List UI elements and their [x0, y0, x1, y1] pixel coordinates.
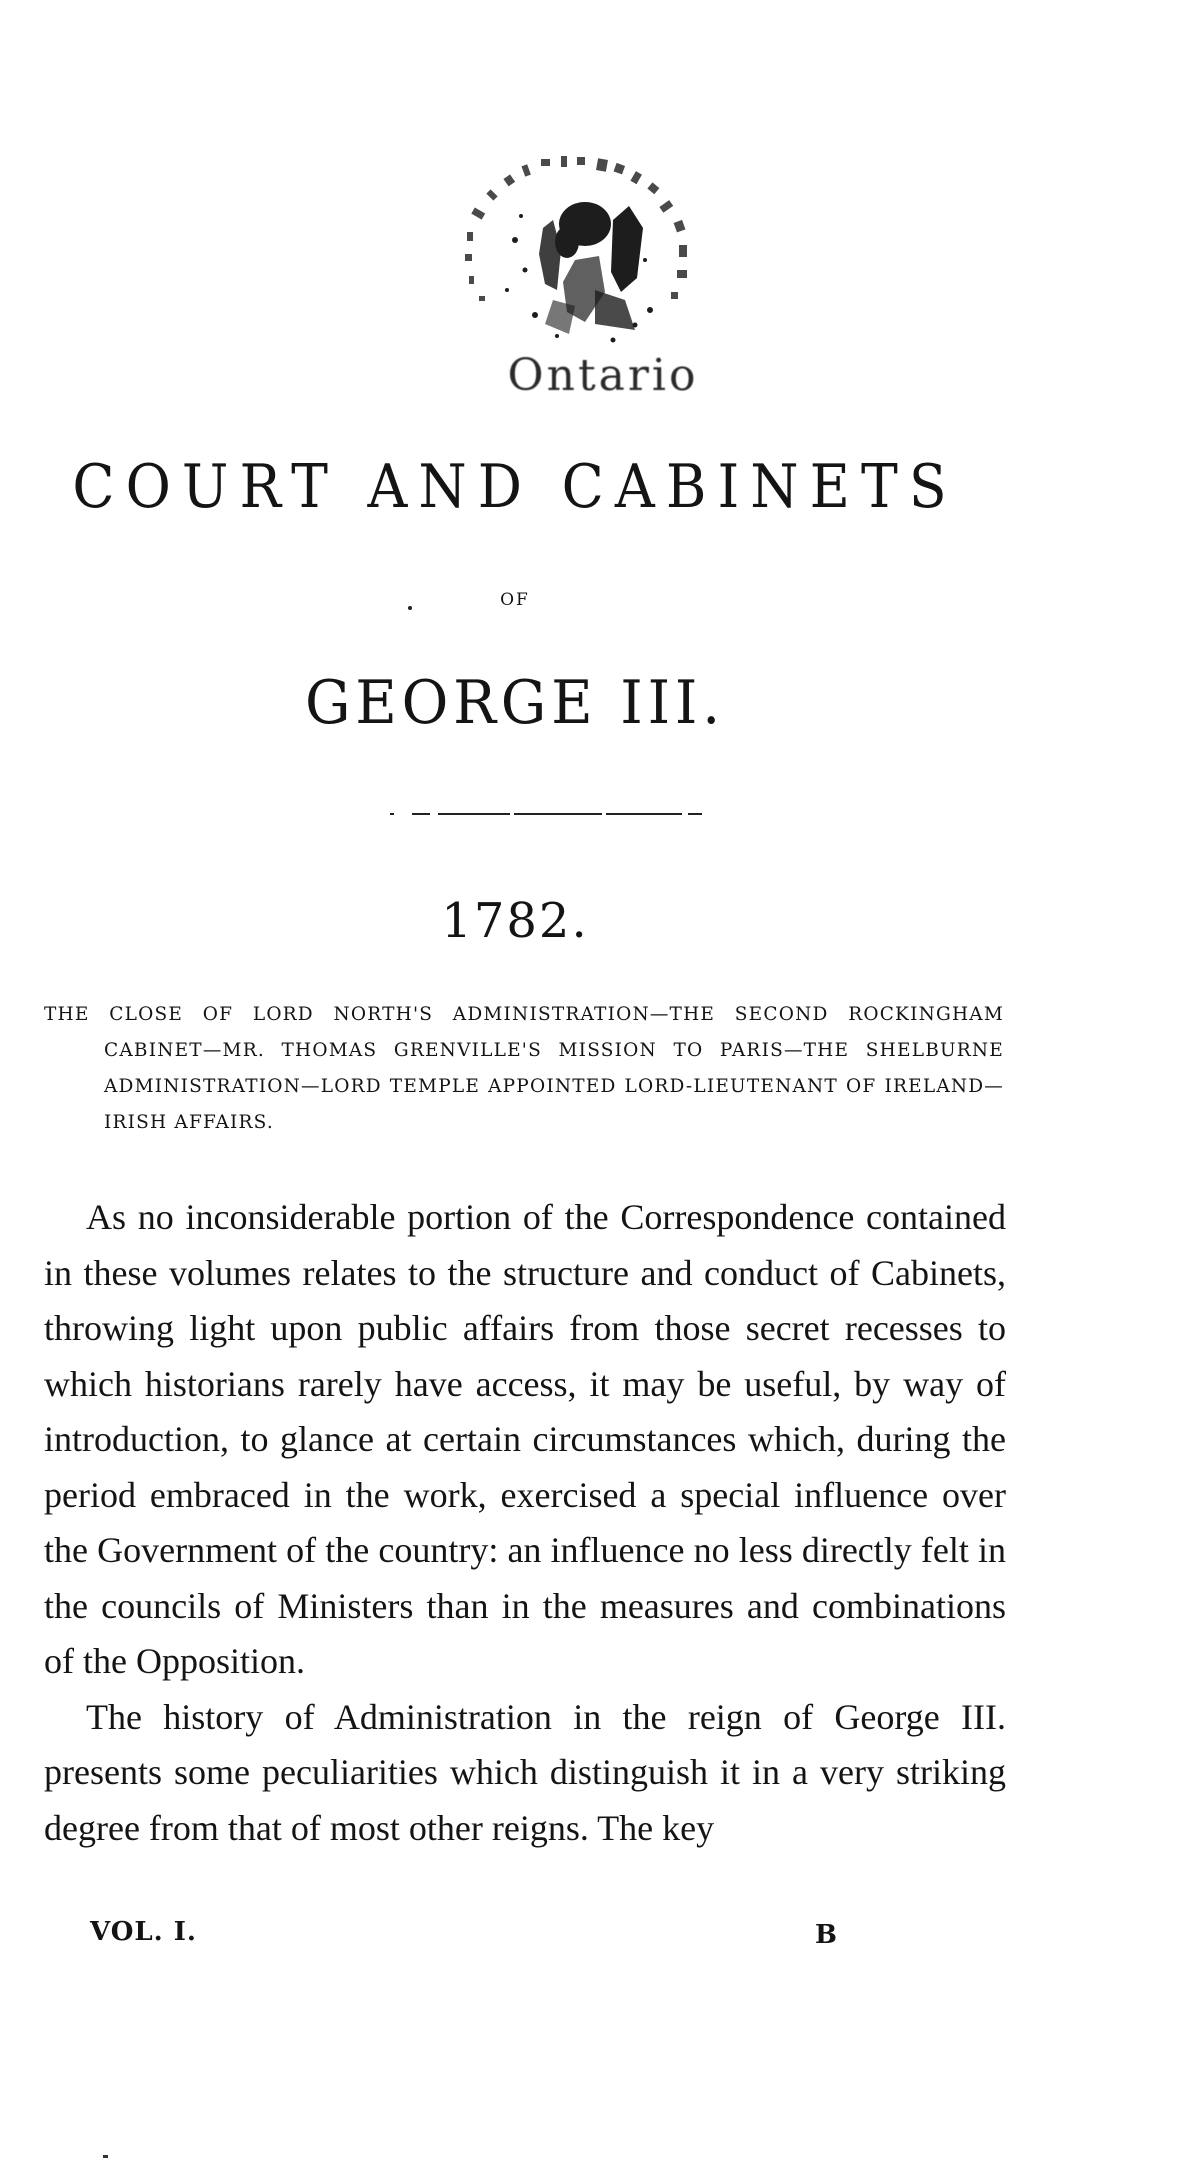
book-title: COURT AND CABINETS: [72, 452, 958, 522]
stamp-text: Ontario: [507, 350, 699, 401]
book-subject: GEORGE III.: [305, 668, 725, 738]
title-connector: OF: [500, 590, 530, 610]
paragraph: As no inconsiderable portion of the Correspondence contained in these volumes relates to the structure and conduct of Cabinets, throwing light upon public affairs from those secret recesses to which historians rarely have access, it may be useful, by way of introduction, to glance at certain circumstances which, during the period embraced in the work, exercised a special influence over the Government of the country: an influence no less directly felt in the councils of Ministers than in the measures and combinations of the Opposition.: [44, 1197, 1006, 1681]
page-speck: [103, 2155, 108, 2158]
library-stamp: [445, 150, 765, 410]
ornamental-rule: [390, 803, 715, 807]
body-text: [44, 1190, 1006, 1856]
volume-mark: VOL. I.: [90, 1917, 197, 1947]
library-crest-stamp-icon: [445, 150, 765, 350]
paragraph: The history of Administration in the reign of George III. presents some peculiarities which distinguish it in a very striking degree from that of most other reigns. The key: [44, 1696, 1006, 1848]
signature-mark: B: [815, 1920, 837, 1950]
divider-line-icon: [390, 812, 715, 816]
chapter-summary: THE CLOSE OF LORD NORTH'S ADMINISTRATION—THE SECOND ROCKINGHAM CABINET—MR. THOMAS GRENVILLE'S MISSION TO PARIS—THE SHELBURNE ADMINISTRATION—LORD TEMPLE APPOINTED LORD-LIEUTENANT OF IRELAND—IRISH AFFAIRS.: [44, 1004, 1004, 1133]
chapter-year: 1782.: [441, 893, 589, 949]
